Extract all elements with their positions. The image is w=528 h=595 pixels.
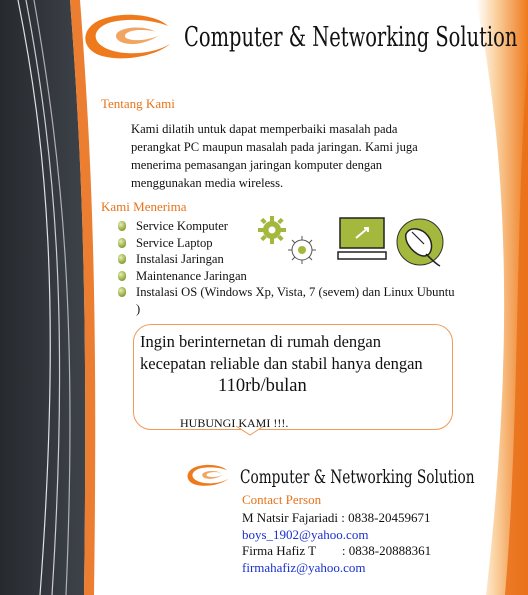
list-item: Instalasi OS (Windows Xp, Vista, 7 (sevem) dan Linux Ubuntu ) — [118, 284, 458, 317]
contact-1: M Natsir Fajariadi : 0838-20459671 — [242, 510, 431, 525]
laptop-icon — [338, 218, 386, 259]
mouse-icon — [397, 219, 443, 266]
contact-2: Firma Hafiz T : 0838-20888361 — [242, 543, 432, 558]
list-item: Maintenance Jaringan — [118, 268, 458, 285]
promo-line-1: Ingin berinternetan di rumah dengan — [140, 332, 381, 351]
about-text: Kami dilatih untuk dapat memperbaiki masalah pada perangkat PC maupun masalah pada jaringan. Kami juga menerima pemasangan jaringan komputer dengan menggunakan media wireless. — [131, 122, 418, 190]
bullet-icon — [118, 271, 126, 281]
bullet-icon — [118, 221, 126, 231]
service-icons — [256, 214, 446, 270]
services-heading: Kami Menerima — [101, 199, 187, 214]
bullet-icon — [118, 287, 126, 297]
gear-icon — [258, 216, 286, 244]
list-item: Service Komputer — [118, 218, 458, 235]
company-logo — [78, 12, 178, 64]
bullet-icon — [118, 238, 126, 248]
email-link-2[interactable]: firmahafiz@yahoo.com — [242, 560, 366, 575]
promo-price: 110rb/bulan — [218, 376, 307, 396]
promo-line-2: kecepatan reliable dan stabil hanya dengan — [140, 354, 423, 373]
footer-title: Computer & Networking Solution — [240, 466, 475, 488]
about-heading: Tentang Kami — [101, 96, 175, 111]
company-logo-small — [184, 462, 232, 490]
email-link-1[interactable]: boys_1902@yahoo.com — [242, 527, 369, 542]
contact-heading: Contact Person — [242, 492, 322, 507]
contact-cta: HUBUNGI KAMI !!!. — [180, 416, 289, 430]
gear-outline-icon — [288, 236, 316, 264]
bullet-icon — [118, 254, 126, 264]
list-item: Instalasi Jaringan — [118, 251, 458, 268]
list-item: Service Laptop — [118, 235, 458, 252]
page-title: Computer & Networking Solution — [184, 22, 518, 53]
